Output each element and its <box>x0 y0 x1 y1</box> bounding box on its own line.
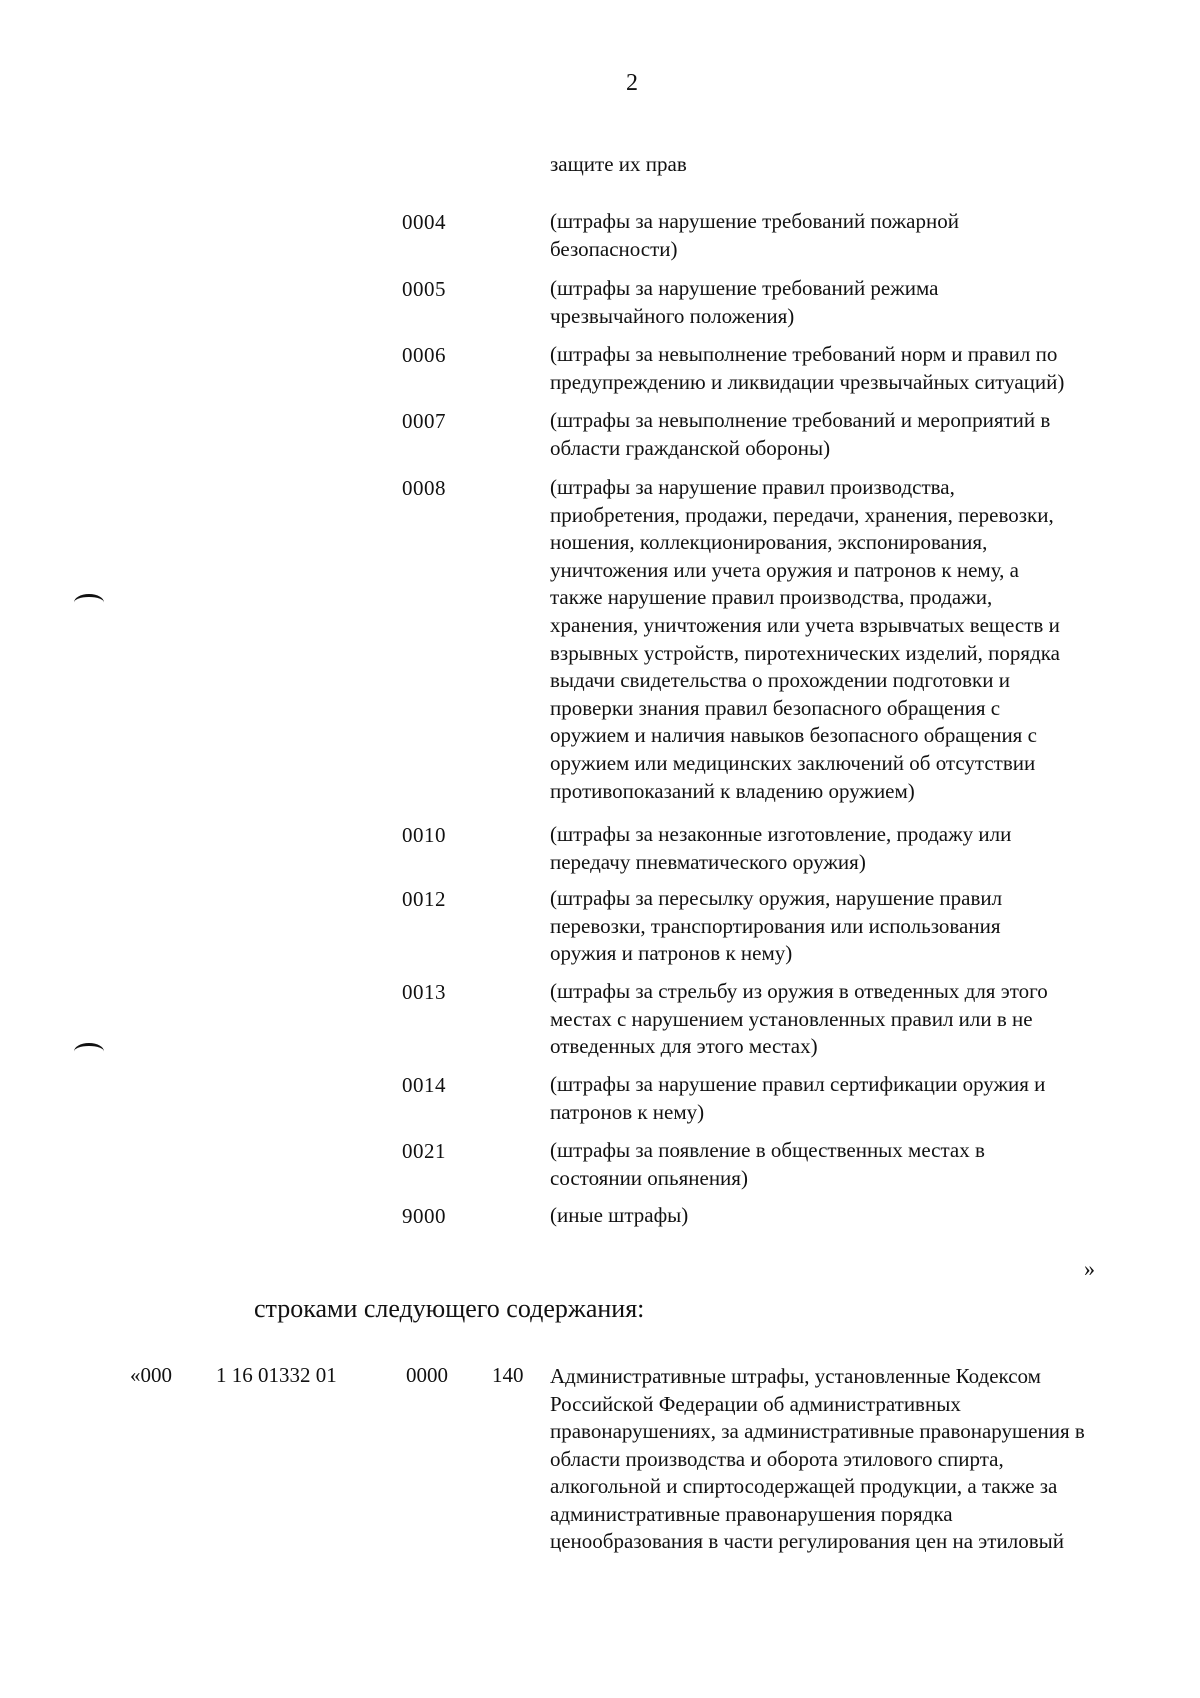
description-line: Административные штрафы, установленные Кодексом <box>550 1364 1041 1388</box>
entry-code: 0007 <box>402 409 446 433</box>
entry-description <box>550 341 1150 396</box>
entry-description <box>550 275 1150 330</box>
entry-description-line: проверки знания правил безопасного обращения с <box>550 695 1001 720</box>
entry-code: 0005 <box>402 277 446 301</box>
entry-description-line: перевозки, транспортирования или использования <box>550 913 1001 938</box>
entry-description-line: противопоказаний к владению оружием) <box>550 778 915 803</box>
entry-code: 0008 <box>402 476 446 500</box>
description-line: ценообразования в части регулирования цен на этиловый <box>550 1529 1064 1553</box>
description-line: правонарушениях, за административные правонарушения в <box>550 1419 1085 1443</box>
entry-description <box>550 885 1150 968</box>
page-number: 2 <box>626 70 638 96</box>
entry-description-line: (штрафы за нарушение требований режима <box>550 276 939 300</box>
entry-description <box>550 821 1150 876</box>
new-row-description <box>550 1363 1170 1556</box>
entry-code: 0014 <box>402 1073 446 1097</box>
description-line: Российской Федерации об административных <box>550 1391 961 1416</box>
entry-description-line: области гражданской обороны) <box>550 435 831 460</box>
margin-mark <box>74 594 104 611</box>
entry-code: 0004 <box>402 210 446 234</box>
entry-code: 0013 <box>402 980 446 1004</box>
new-row-col1: «000 <box>130 1363 172 1387</box>
new-row-col2: 1 16 01332 01 <box>216 1363 337 1387</box>
entry-description <box>550 1202 1150 1230</box>
entry-description <box>550 208 1150 263</box>
entry-description-line: (штрафы за нарушение требований пожарной <box>550 209 959 233</box>
entry-code: 0012 <box>402 887 446 911</box>
entry-description-line: (штрафы за появление в общественных местах в <box>550 1138 985 1162</box>
entry-description-line: чрезвычайного положения) <box>550 303 795 328</box>
entry-description-line: оружием или медицинских заключений об отсутствии <box>550 750 1036 775</box>
new-row-col4: 140 <box>492 1363 524 1387</box>
new-row-col3: 0000 <box>406 1363 448 1387</box>
entry-description-line: также нарушение правил производства, продажи, <box>550 585 993 610</box>
closing-quote: » <box>1084 1256 1095 1281</box>
entry-description-line: местах с нарушением установленных правил или в не <box>550 1006 1033 1031</box>
entry-description-line: (штрафы за нарушение правил производства, <box>550 475 955 499</box>
entry-description-line: безопасности) <box>550 236 678 261</box>
entry-description-line: предупреждению и ликвидации чрезвычайных ситуаций) <box>550 369 1065 394</box>
entry-description-line: хранения, уничтожения или учета взрывчатых веществ и <box>550 612 1060 637</box>
entry-code: 0021 <box>402 1139 446 1163</box>
entry-description-line: состоянии опьянения) <box>550 1165 748 1190</box>
entry-description-line: (штрафы за незаконные изготовление, продажу или <box>550 822 1012 846</box>
entry-description-line: (иные штрафы) <box>550 1203 689 1227</box>
entry-description-line: (штрафы за невыполнение требований норм и правил по <box>550 342 1058 366</box>
entry-description-line: отведенных для этого местах) <box>550 1034 818 1059</box>
description-line: области производства и оборота этилового спирта, <box>550 1446 1004 1471</box>
entry-description-line: (штрафы за нарушение правил сертификации оружия и <box>550 1072 1046 1096</box>
section-heading: строками следующего содержания: <box>254 1294 645 1323</box>
entry-description-line: оружия и патронов к нему) <box>550 941 793 966</box>
entry-description <box>550 1071 1150 1126</box>
entry-description-line: передачу пневматического оружия) <box>550 849 866 874</box>
description-line: административные правонарушения порядка <box>550 1501 953 1526</box>
entry-description <box>550 407 1150 462</box>
entry-description-line: оружием и наличия навыков безопасного обращения с <box>550 723 1037 748</box>
entry-code: 0006 <box>402 343 446 367</box>
top-continuation-text: защите их прав <box>550 152 687 176</box>
margin-mark <box>74 1043 104 1060</box>
entry-description-line: (штрафы за невыполнение требований и мероприятий в <box>550 408 1051 432</box>
entry-description-line: патронов к нему) <box>550 1099 705 1124</box>
entry-description-line: приобретения, продажи, передачи, хранения, перевозки, <box>550 502 1054 527</box>
entry-description-line: (штрафы за пересылку оружия, нарушение правил <box>550 886 1003 910</box>
entry-description-line: (штрафы за стрельбу из оружия в отведенных для этого <box>550 979 1048 1003</box>
entry-description-line: уничтожения или учета оружия и патронов к нему, а <box>550 557 1019 582</box>
entry-description <box>550 474 1150 805</box>
entry-code: 0010 <box>402 823 446 847</box>
entry-code: 9000 <box>402 1204 446 1228</box>
entry-description <box>550 1137 1150 1192</box>
entry-description-line: взрывных устройств, пиротехнических изделий, порядка <box>550 640 1060 665</box>
entry-description-line: выдачи свидетельства о прохождении подготовки и <box>550 668 1010 693</box>
entry-description-line: ношения, коллекционирования, экспонирования, <box>550 530 988 555</box>
entry-description <box>550 978 1150 1061</box>
description-line: алкогольной и спиртосодержащей продукции, а также за <box>550 1474 1058 1498</box>
